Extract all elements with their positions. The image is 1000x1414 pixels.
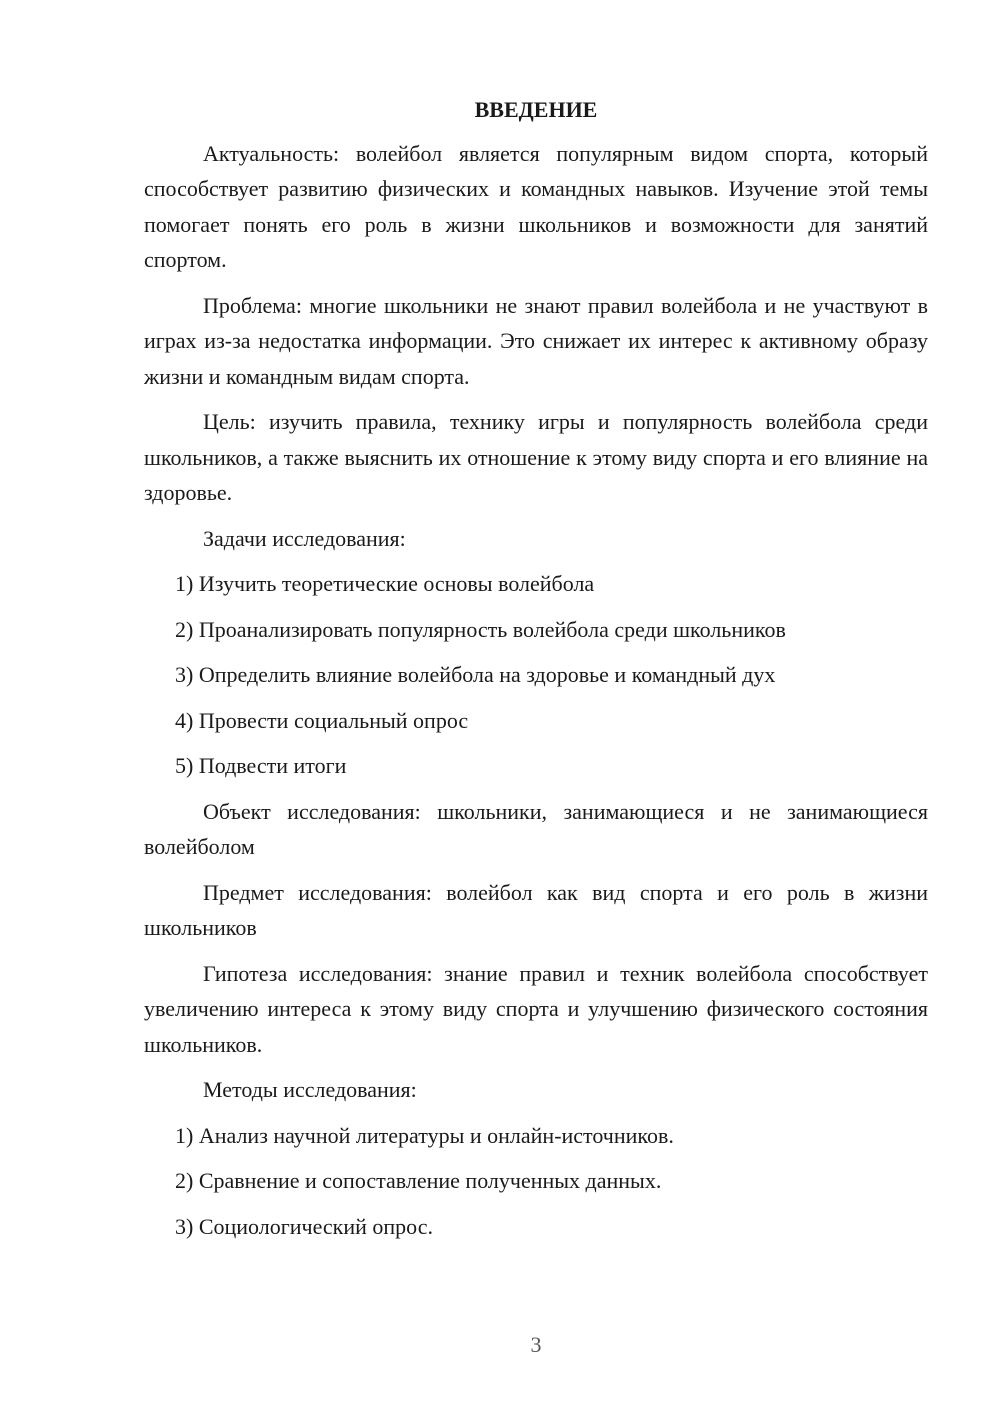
relevance-paragraph: Актуальность: волейбол является популярным видом спорта, который способствует развитию физических и командных навыков. Изучение этой темы помогает понять его роль в жизни школьников и возможности для занятий спортом. xyxy=(144,140,928,272)
section-title: ВВЕДЕНИЕ xyxy=(474,97,598,122)
task-item: 3) Определить влияние волейбола на здоровье и командный дух xyxy=(175,662,776,687)
task-item: 1) Изучить теоретические основы волейбола xyxy=(175,571,595,596)
method-item: 1) Анализ научной литературы и онлайн-источников. xyxy=(175,1122,674,1148)
methods-heading: Методы исследования: xyxy=(203,1077,417,1102)
tasks-heading: Задачи исследования: xyxy=(203,525,406,551)
page-number: 3 xyxy=(530,1332,542,1357)
task-item: 4) Провести социальный опрос xyxy=(175,707,469,733)
subject-paragraph: Предмет исследования: волейбол как вид спорта и его роль в жизни школьников xyxy=(144,879,928,940)
method-item: 2) Сравнение и сопоставление полученных данных. xyxy=(175,1168,662,1193)
problem-paragraph: Проблема: многие школьники не знают правил волейбола и не участвуют в играх из-за недостатка информации. Это снижает их интерес к активному образу жизни и командным видам спорта. xyxy=(144,292,928,389)
method-item: 3) Социологический опрос. xyxy=(175,1213,433,1239)
goal-paragraph: Цель: изучить правила, технику игры и популярность волейбола среди школьников, а также выяснить их отношение к этому виду спорта и его влияние на здоровье. xyxy=(144,409,928,505)
hypothesis-paragraph: Гипотеза исследования: знание правил и техник волейбола способствует увеличению интереса к этому виду спорта и улучшению физического состояния школьников. xyxy=(144,960,928,1057)
object-paragraph: Объект исследования: школьники, занимающиеся и не занимающиеся волейболом xyxy=(144,798,928,859)
task-item: 2) Проанализировать популярность волейбола среди школьников xyxy=(175,616,786,642)
task-item: 5) Подвести итоги xyxy=(175,753,347,778)
document-page xyxy=(144,92,928,1254)
